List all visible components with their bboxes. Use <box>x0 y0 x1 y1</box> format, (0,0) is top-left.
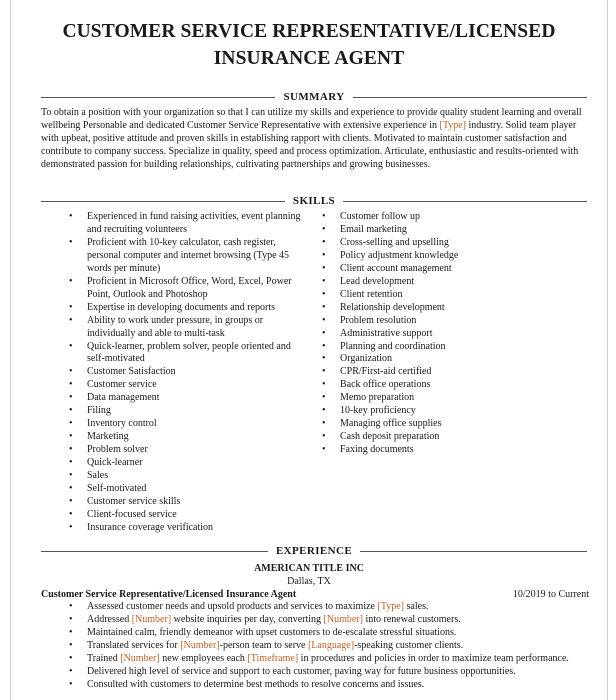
bullet-text: Maintained calm, friendly demeanor with upset customers to de-escalate stressful situations. <box>87 626 457 638</box>
bullet-text: sales. <box>404 601 429 612</box>
placeholder-token: [Number] <box>180 639 220 651</box>
title-line-1: CUSTOMER SERVICE REPRESENTATIVE/LICENSED <box>62 21 556 42</box>
bullet-text: in procedures and policies in order to maximize team performance. <box>298 652 569 664</box>
skill-item: • Lead development <box>322 276 584 289</box>
skill-item: • Customer follow up <box>322 211 584 224</box>
skill-item: • Cross-selling and upselling <box>322 237 584 250</box>
summary-text-end: industry. Solid team player with upbeat, positive attitude and proven skills in establishing rapport with clients. Motivated to maintain customer satisfaction and contribute to company success. Specialize in quality, speed and process optimization. Articulate, enthusiastic and results-oriented with demonstrated passion for building relationships, cultivating partnerships and growing businesses. <box>41 119 579 170</box>
skill-item: • Customer service <box>69 379 309 392</box>
bullet-text: Trained <box>87 652 121 664</box>
divider <box>353 97 587 98</box>
bullet-text: Delivered high level of service and support to each customer, paving way for future business opportunities. <box>87 665 516 677</box>
skill-item: • Administrative support <box>322 328 584 341</box>
skill-item: • Insurance coverage verification <box>69 522 309 535</box>
skill-item: • Client retention <box>322 289 584 302</box>
bullet-text: into renewal customers. <box>362 613 461 625</box>
experience-bullet <box>69 601 589 614</box>
resume-page <box>10 0 608 700</box>
skill-item: • Client-focused service <box>69 509 309 522</box>
skill-item: • Planning and coordination <box>322 341 584 354</box>
divider <box>41 97 275 98</box>
skill-item: • Memo preparation <box>322 392 584 405</box>
bullet-text: Consulted with customers to determine best methods to resolve concerns and issues. <box>87 678 425 690</box>
skill-item: • Ability to work under pressure, in groups or individually and able to multi-task <box>69 315 309 341</box>
skill-item: • Data management <box>69 392 309 405</box>
skills-list-left <box>69 211 309 535</box>
summary-text-start: To obtain a position with your organization so that I can utilize my skills and experience to provide quality student learning and overall wellbeing Personable and dedicated Customer Service Representative with extensive experience in <box>41 107 582 131</box>
skill-item: • Filing <box>69 405 309 418</box>
skill-item: • Email marketing <box>322 224 584 237</box>
summary-text <box>41 107 589 172</box>
skill-item: • Faxing documents <box>322 444 584 457</box>
experience-bullet <box>69 614 589 627</box>
skill-item: • Policy adjustment knowledge <box>322 250 584 263</box>
summary-heading <box>41 90 587 104</box>
bullet-text: new employees each <box>159 652 248 664</box>
skill-item: • Managing office supplies <box>322 418 584 431</box>
divider <box>360 551 587 552</box>
placeholder-token: [Timeframe] <box>247 652 299 664</box>
bullet-text: Assessed customer needs and upsold products and services to maximize <box>87 601 378 612</box>
job-dates: 10/2019 to Current <box>512 589 589 600</box>
skill-item: • Client account management <box>322 263 584 276</box>
skills-heading <box>41 194 587 208</box>
skill-item: • CPR/First-aid certified <box>322 366 584 379</box>
job-title: Customer Service Representative/Licensed Insurance Agent <box>41 589 297 600</box>
resume-title <box>11 18 607 72</box>
title-line-2: INSURANCE AGENT <box>213 48 405 69</box>
skill-item: • Customer Satisfaction <box>69 366 309 379</box>
skill-item: • Problem resolution <box>322 315 584 328</box>
skill-item: • Proficient in Microsoft Office, Word, Excel, Power Point, Outlook and Photoshop <box>69 276 309 302</box>
company-location: Dallas, TX <box>287 576 331 587</box>
experience-bullet <box>69 627 589 640</box>
skill-item: • 10-key proficiency <box>322 405 584 418</box>
placeholder-token: [Number] <box>131 613 172 625</box>
skills-list-right <box>322 211 584 457</box>
summary-heading-label: SUMMARY <box>283 91 345 103</box>
bullet-text: Addressed <box>87 613 132 625</box>
bullet-text: Translated services for <box>87 639 181 651</box>
experience-bullet <box>69 679 589 692</box>
bullet-text: website inquiries per day, converting <box>171 613 324 625</box>
skill-item: • Sales <box>69 470 309 483</box>
divider <box>41 201 285 202</box>
skill-item: • Expertise in developing documents and reports <box>69 302 309 315</box>
placeholder-token: [Type] <box>439 119 466 131</box>
skill-item: • Back office operations <box>322 379 584 392</box>
skill-item: • Self-motivated <box>69 483 309 496</box>
skill-item: • Inventory control <box>69 418 309 431</box>
skill-item: • Proficient with 10-key calculator, cash register, personal computer and internet browsing (Type 45 words per minute) <box>69 237 309 276</box>
bullet-text: -speaking customer clients. <box>354 639 464 651</box>
skill-item: • Marketing <box>69 431 309 444</box>
skills-heading-label: SKILLS <box>292 195 336 207</box>
experience-heading <box>41 544 587 558</box>
experience-bullet <box>69 666 589 679</box>
placeholder-token: [Type] <box>377 601 405 612</box>
skill-item: • Experienced in fund raising activities, event planning and recruiting volunteers <box>69 211 309 237</box>
skill-item: • Customer service skills <box>69 496 309 509</box>
experience-heading-label: EXPERIENCE <box>275 545 353 557</box>
skill-item: • Relationship development <box>322 302 584 315</box>
skill-item: • Cash deposit preparation <box>322 431 584 444</box>
skill-item: • Quick-learner, problem solver, people oriented and self-motivated <box>69 341 309 367</box>
divider <box>343 201 587 202</box>
divider <box>41 551 268 552</box>
skill-item: • Problem solver <box>69 444 309 457</box>
experience-bullet-list <box>69 601 589 692</box>
bullet-text: -person team to serve <box>219 639 308 651</box>
skill-item: • Organization <box>322 353 584 366</box>
placeholder-token: [Number] <box>120 652 160 664</box>
skill-item: • Quick-learner <box>69 457 309 470</box>
company-name: AMERICAN TITLE INC <box>254 563 364 574</box>
placeholder-token: [Language] <box>307 639 355 651</box>
experience-bullet <box>69 653 589 666</box>
placeholder-token: [Number] <box>323 613 363 625</box>
experience-bullet <box>69 640 589 653</box>
